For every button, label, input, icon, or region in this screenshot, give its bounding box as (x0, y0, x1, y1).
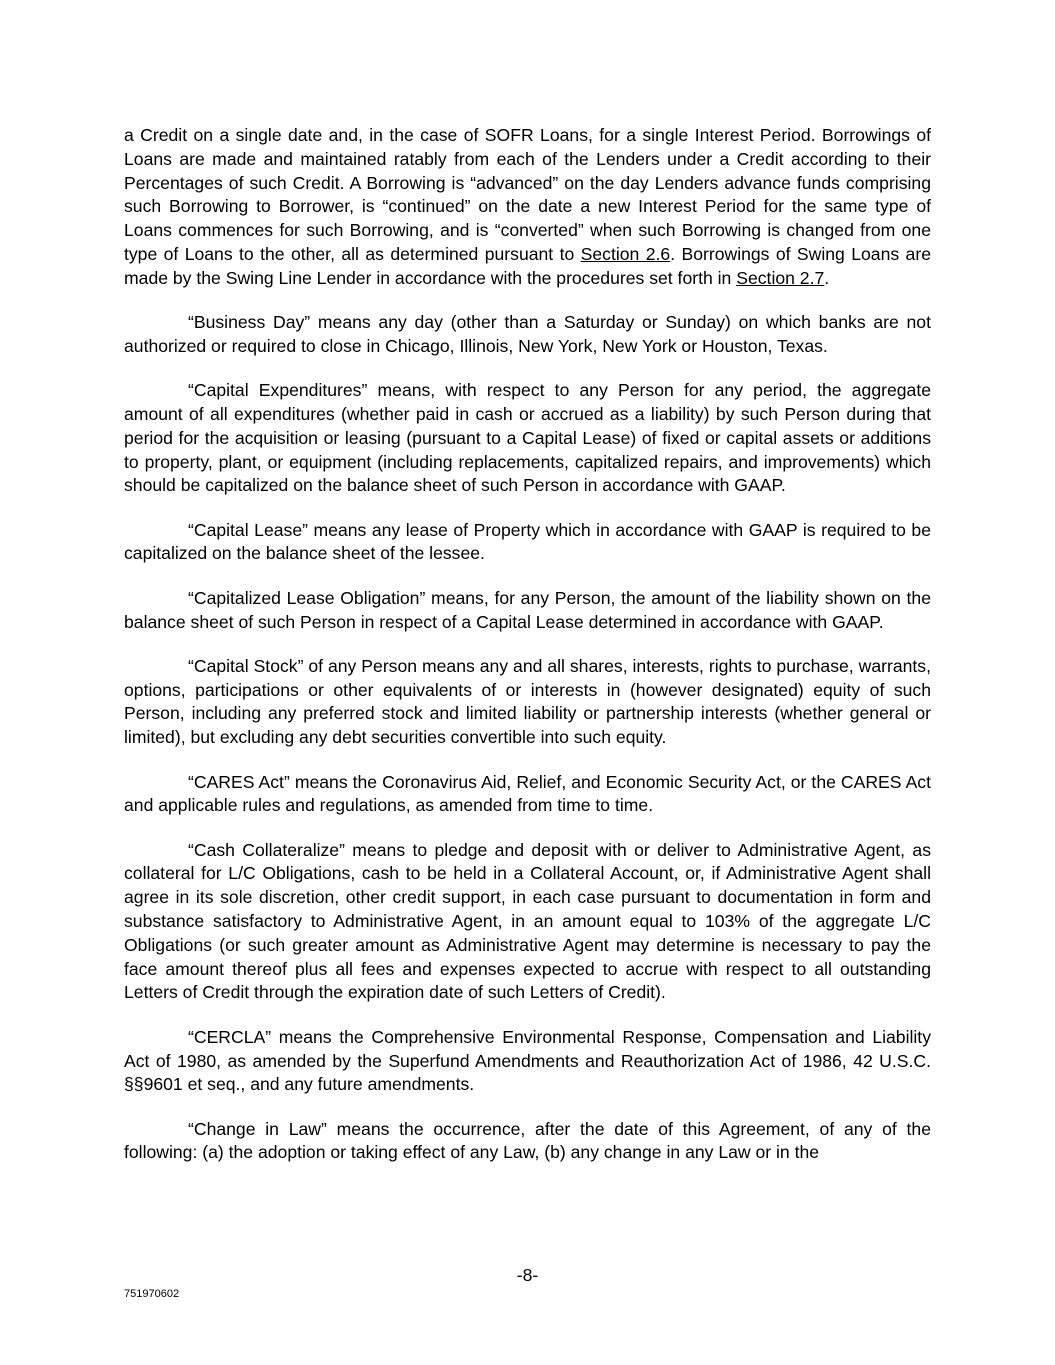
continuation-text-1: a Credit on a single date and, in the case of SOFR Loans, for a single Interest Period. Borrowings of Loans are made and maintained ratably from each of the Lenders under a Credit according to their Percentages of such Credit. A Borrowing is “advanced” on the day Lenders advance funds comprising such Borrowing to Borrower, is “continued” on the date a new Interest Period for the same type of Loans commences for such Borrowing, and is “converted” when such Borrowing is changed from one type of Loans to the other, all as determined pursuant to (124, 125, 931, 264)
document-id: 751970602 (124, 1288, 180, 1300)
page-number: -8- (516, 1265, 539, 1285)
definition-business-day: “Business Day” means any day (other than a Saturday or Sunday) on which banks are not authorized or required to close in Chicago, Illinois, New York, New York or Houston, Texas. (124, 312, 931, 356)
definition-capital-stock: “Capital Stock” of any Person means any and all shares, interests, rights to purchase, warrants, options, participations or other equivalents of or interests in (however designated) equity of such Person, including any preferred stock and limited liability or partnership interests (whether general or limited), but excluding any debt securities convertible into such equity. (124, 655, 931, 748)
section-reference-link[interactable]: Section 2.7 (736, 267, 825, 288)
definition-capitalized-lease-obligation: “Capitalized Lease Obligation” means, for any Person, the amount of the liability shown on the balance sheet of such Person in respect of a Capital Lease determined in accordance with GAAP. (124, 587, 931, 632)
continuation-text-3: . (824, 267, 830, 288)
definition-capital-lease: “Capital Lease” means any lease of Property which in accordance with GAAP is required to be capitalized on the balance sheet of the lessee. (124, 519, 931, 564)
section-reference-link[interactable]: Section 2.6 (580, 243, 671, 264)
definition-capital-expenditures: “Capital Expenditures” means, with respect to any Person for any period, the aggregate amount of all expenditures (whether paid in cash or accrued as a liability) by such Person during that period for the acquisition or leasing (pursuant to a Capital Lease) of fixed or capital assets or additions to property, plant, or equipment (including replacements, capitalized repairs, and improvements) which should be capitalized on the balance sheet of such Person in accordance with GAAP. (124, 380, 931, 496)
definition-change-in-law: “Change in Law” means the occurrence, after the date of this Agreement, of any of the following: (a) the adoption or taking effect of any Law, (b) any change in any Law or in the (124, 1118, 931, 1163)
definition-cash-collateralize: “Cash Collateralize” means to pledge and deposit with or deliver to Administrative Agent, as collateral for L/C Obligations, cash to be held in a Collateral Account, or, if Administrative Agent shall agree in its sole discretion, other credit support, in each case pursuant to documentation in form and substance satisfactory to Administrative Agent, in an amount equal to 103% of the aggregate L/C Obligations (or such greater amount as Administrative Agent may determine is necessary to pay the face amount thereof plus all fees and expenses expected to accrue with respect to all outstanding Letters of Credit through the expiration date of such Letters of Credit). (124, 839, 931, 1003)
continuation-text-2: . Borrowings of Swing Loans are made by the Swing Line Lender in accordance with the procedures set forth in (124, 243, 931, 288)
continuation-paragraph (124, 124, 931, 291)
definition-cercla: “CERCLA” means the Comprehensive Environmental Response, Compensation and Liability Act of 1980, as amended by the Superfund Amendments and Reauthorization Act of 1986, 42 U.S.C. §§9601 et seq., and any future amendments. (124, 1026, 931, 1095)
definition-cares-act: “CARES Act” means the Coronavirus Aid, Relief, and Economic Security Act, or the CARES Act and applicable rules and regulations, as amended from time to time. (124, 771, 931, 816)
document-body (124, 124, 931, 1186)
